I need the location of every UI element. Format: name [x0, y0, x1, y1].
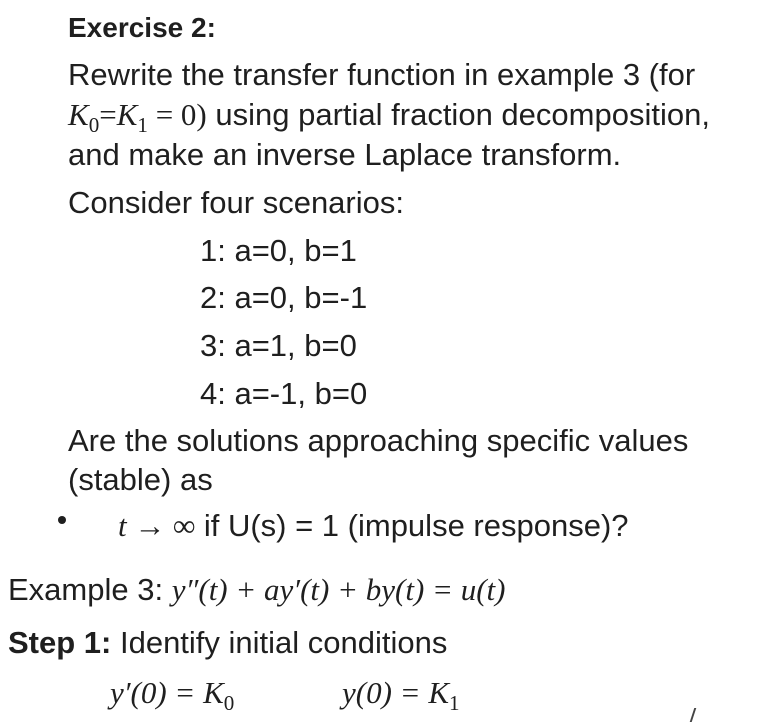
scenario-4: 4: a=-1, b=0 [200, 376, 368, 411]
scenario-3: 3: a=1, b=0 [200, 328, 357, 363]
stray-mark-decoration [690, 708, 697, 722]
step-1-label: Step 1: [8, 625, 112, 660]
k1-symbol: K [116, 97, 138, 132]
step-1-line [8, 625, 447, 661]
scenario-2: 2: a=0, b=-1 [200, 280, 368, 315]
initial-condition-1 [110, 675, 234, 714]
initial-condition-2 [342, 675, 460, 714]
exercise-intro-line-3: and make an inverse Laplace transform. [68, 137, 622, 172]
k1-subscript: 1 [137, 112, 148, 137]
t-to-infinity: t → ∞ [118, 508, 196, 543]
question-line-1: Are the solutions approaching specific values [68, 423, 689, 458]
initial-condition-2-sub: 1 [449, 690, 460, 715]
scenario-1: 1: a=0, b=1 [200, 233, 357, 268]
example-3-line [8, 572, 505, 608]
initial-condition-2-lhs: y(0) = K [342, 675, 450, 710]
equals-sign: = [99, 97, 117, 132]
k0-symbol: K [68, 97, 89, 132]
step-1-text: Identify initial conditions [111, 625, 448, 660]
question-line-2: (stable) as [68, 462, 213, 497]
k0-subscript: 0 [88, 112, 100, 137]
example-equation: y″(t) + ay′(t) + by(t) = u(t) [171, 572, 506, 607]
exercise-title: Exercise 2: [68, 12, 216, 43]
initial-condition-1-lhs: y′(0) = K [110, 675, 224, 710]
exercise-intro-line-1: Rewrite the transfer function in example 3 (for [68, 57, 696, 92]
equals-zero: = 0) [147, 97, 207, 132]
bullet-text: if U(s) = 1 (impulse response)? [195, 508, 629, 543]
example-label: Example 3: [8, 572, 172, 607]
consider-scenarios-text: Consider four scenarios: [68, 185, 404, 220]
bullet-dot-icon [58, 516, 66, 524]
initial-condition-1-sub: 0 [223, 690, 235, 715]
intro-line-2-text: using partial fraction decomposition, [206, 97, 710, 132]
exercise-intro-line-2 [68, 97, 710, 136]
bullet-item [118, 508, 629, 544]
